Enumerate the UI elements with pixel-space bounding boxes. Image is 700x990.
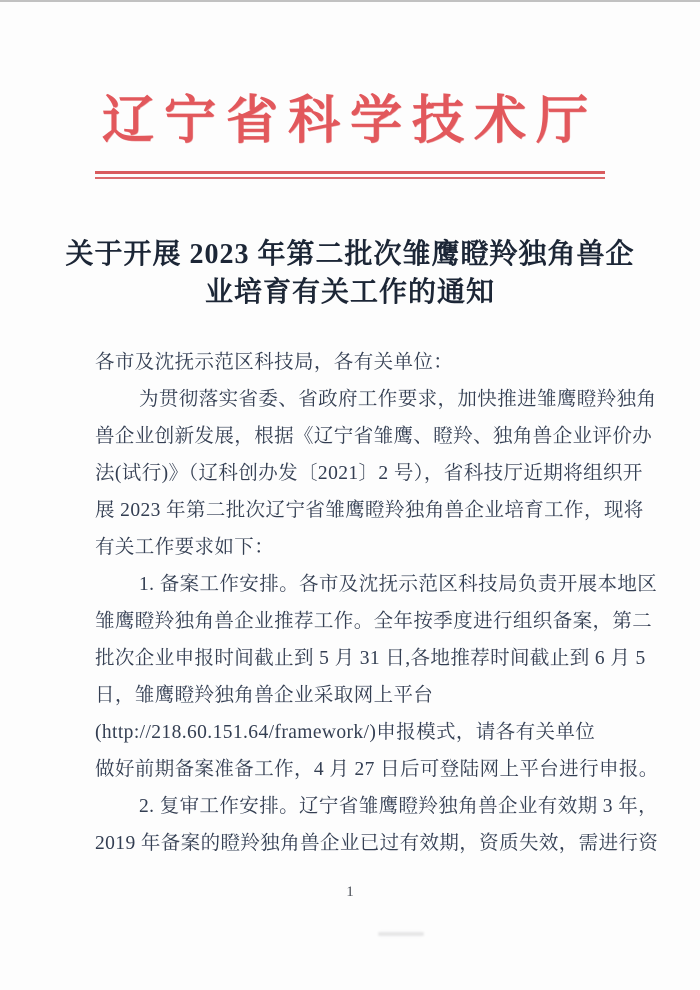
page-number: 1 [346,884,354,900]
body-line: 有关工作要求如下： [95,537,275,558]
body-line-url: (http://218.60.151.64/framework/)申报模式，请各有关单位 [95,722,596,743]
document-title-line-1: 关于开展 2023 年第二批次雏鹰瞪羚独角兽企 [65,239,635,270]
body-line: 法(试行)》（辽科创办发〔2021〕2 号），省科技厅近期将组织开 [95,463,643,484]
body-line: 日，雏鹰瞪羚独角兽企业采取网上平台 [95,685,434,706]
body-line: 兽企业创新发展，根据《辽宁省雏鹰、瞪羚、独角兽企业评价办 [95,426,653,447]
document-title-line-2: 业培育有关工作的通知 [204,277,495,308]
scan-smudge-artifact [378,932,424,936]
body-line: 展 2023 年第二批次辽宁省雏鹰瞪羚独角兽企业培育工作，现将 [95,500,644,521]
body-line-item-1: 1. 备案工作安排。各市及沈抚示范区科技局负责开展本地区 [139,574,658,595]
document-body [95,344,659,862]
body-line: 2019 年备案的瞪羚独角兽企业已过有效期，资质失效，需进行资 [95,833,659,854]
body-line: 做好前期备案准备工作，4 月 27 日后可登陆网上平台进行申报。 [95,759,659,780]
body-line: 批次企业申报时间截止到 5 月 31 日,各地推荐时间截止到 6 月 5 [95,648,646,669]
document-title [50,236,650,312]
divider-thin-line [95,177,605,179]
scan-edge-artifact [0,0,700,2]
body-line: 为贯彻落实省委、省政府工作要求，加快推进雏鹰瞪羚独角 [139,389,657,410]
body-line-item-2: 2. 复审工作安排。辽宁省雏鹰瞪羚独角兽企业有效期 3 年， [139,796,659,817]
letterhead-divider [95,171,605,181]
body-line: 雏鹰瞪羚独角兽企业推荐工作。全年按季度进行组织备案，第二 [95,611,653,632]
letterhead-org-name: 辽宁省科学技术厅 [101,93,598,150]
recipients-line: 各市及沈抚示范区科技局，各有关单位： [95,352,454,373]
